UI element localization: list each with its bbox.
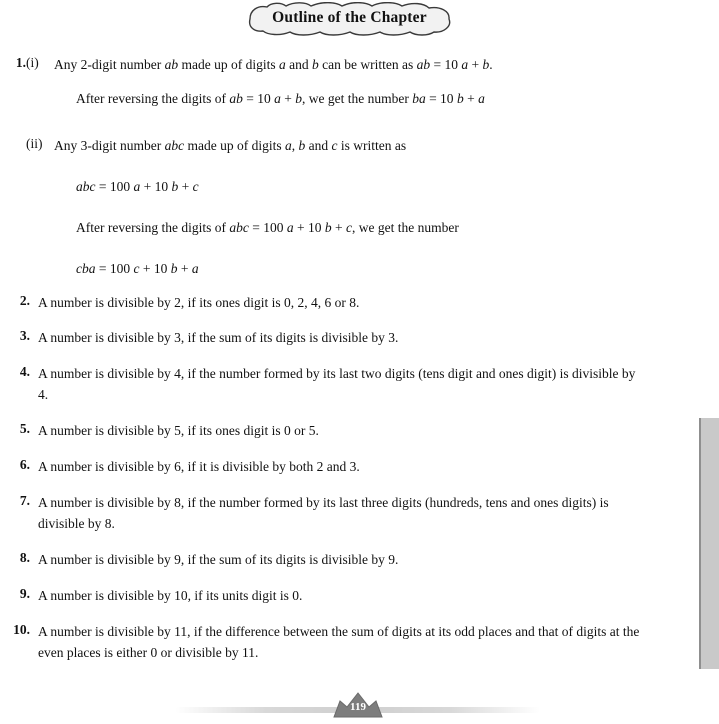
outline-item-8-number: 8. (19, 549, 30, 565)
outline-subitem-i-line-2: After reversing the digits of ab = 10 a + b, we get the number ba = 10 b + a (76, 91, 485, 107)
outline-item-10-number: 10. (13, 621, 30, 637)
outline-item-6-text: A number is divisible by 6, if it is divisible by both 2 and 3. (38, 459, 360, 475)
page-title: Outline of the Chapter (272, 9, 427, 26)
outline-item-5-number: 5. (19, 421, 30, 437)
outline-subitem-ii-body (54, 129, 649, 287)
outline-item-1-subitems (26, 48, 719, 287)
divisibility-rules-list (0, 293, 719, 664)
outline-item-4-text: A number is divisible by 4, if the number formed by its last two digits (tens digit and ones digit) is divisible by 4. (38, 366, 636, 403)
outline-item-10 (0, 622, 719, 664)
scrollbar-thumb[interactable] (701, 418, 719, 669)
outline-item-3-number: 3. (19, 328, 30, 344)
page-number: 119 (350, 701, 366, 713)
outline-item-4 (0, 364, 719, 406)
outline-item-3-text: A number is divisible by 3, if the sum of its digits is divisible by 3. (38, 330, 399, 346)
outline-item-9-number: 9. (19, 585, 30, 601)
outline-item-7 (0, 493, 719, 535)
outline-subitem-i-marker: (i) (26, 55, 39, 70)
outline-item-2-number: 2. (19, 292, 30, 308)
outline-item-1-number: 1. (15, 55, 26, 70)
outline-subitem-i (26, 48, 649, 117)
outline-item-10-text: A number is divisible by 11, if the difference between the sum of digits at its odd places and that of digits at the even places is either 0 or divisible by 11. (38, 623, 640, 660)
outline-subitem-i-line-1: Any 2-digit number ab made up of digits a and b can be written as ab = 10 a + b. (54, 57, 493, 72)
outline-item-7-number: 7. (19, 493, 30, 509)
outline-item-2 (0, 293, 719, 314)
outline-item-5 (0, 421, 719, 442)
page-footer (0, 685, 719, 719)
outline-subitem-ii-line-3: After reversing the digits of abc = 100 a + 10 b + c, we get the number (76, 220, 459, 235)
outline-item-6 (0, 457, 719, 478)
outline-content (0, 48, 719, 679)
outline-subitem-ii-marker: (ii) (26, 135, 43, 151)
outline-item-2-text: A number is divisible by 2, if its ones digit is 0, 2, 4, 6 or 8. (38, 294, 360, 310)
outline-item-8-text: A number is divisible by 9, if the sum of its digits is divisible by 9. (38, 551, 399, 567)
outline-subitem-ii-line-1: Any 3-digit number abc made up of digits a, b and c is written as (54, 137, 407, 153)
outline-item-5-text: A number is divisible by 5, if its ones digit is 0 or 5. (38, 423, 319, 439)
outline-subitem-ii-line-2: abc = 100 a + 10 b + c (76, 178, 199, 194)
outline-subitem-ii-line-4: cba = 100 c + 10 b + a (76, 261, 199, 277)
outline-item-6-number: 6. (19, 457, 30, 473)
outline-item-9-text: A number is divisible by 10, if its units digit is 0. (38, 587, 303, 603)
chapter-outline-header (0, 0, 719, 42)
outline-item-7-text: A number is divisible by 8, if the number formed by its last three digits (hundreds, tens and ones digits) is divisible by 8. (38, 495, 609, 531)
outline-item-4-number: 4. (19, 364, 30, 380)
outline-item-3 (0, 328, 719, 349)
outline-subitem-ii (26, 129, 649, 287)
outline-subitem-i-body (54, 48, 649, 117)
outline-item-9 (0, 586, 719, 607)
outline-item-8 (0, 550, 719, 571)
outline-item-1 (0, 48, 719, 287)
